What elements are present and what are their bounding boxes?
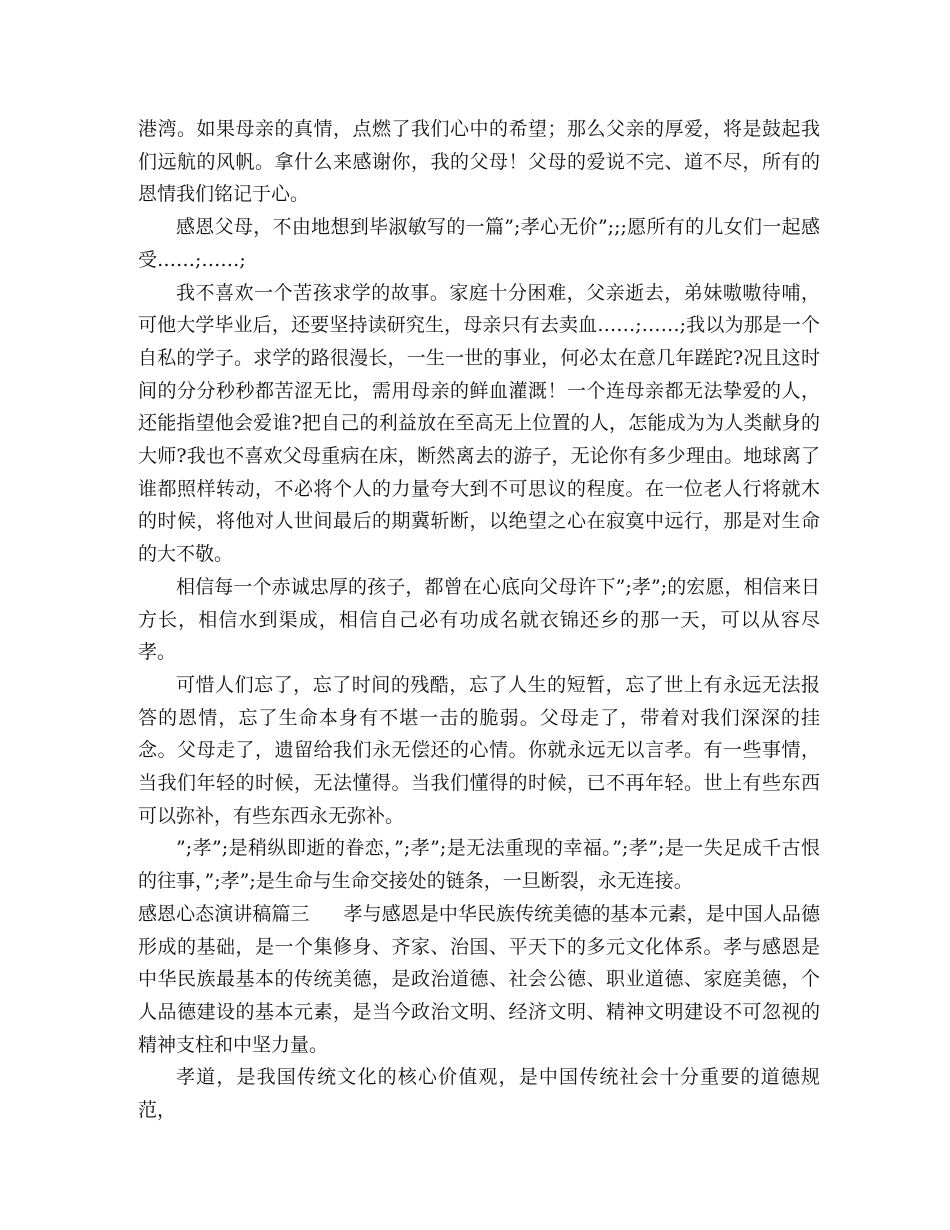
document-body: [138, 113, 820, 1127]
paragraph: 港湾。如果母亲的真情，点燃了我们心中的希望；那么父亲的厚爱，将是鼓起我们远航的风帆。拿什么来感谢你，我的父母！父母的爱说不完、道不尽，所有的恩情我们铭记于心。: [138, 118, 820, 206]
paragraph: 我不喜欢一个苦孩求学的故事。家庭十分困难，父亲逝去，弟妹嗷嗷待哺，可他大学毕业后，还要坚持读研究生，母亲只有去卖血……;……;我以为那是一个自私的学子。求学的路很漫长，一生一世的事业，何必太在意几年蹉跎?况且这时间的分分秒秒都苦涩无比，需用母亲的鲜血灌溉！一个连母亲都无法挚爱的人，还能指望他会爱谁?把自己的利益放在至高无上位置的人，怎能成为为人类献身的大师?我也不喜欢父母重病在床，断然离去的游子，无论你有多少理由。地球离了谁都照样转动，不必将个人的力量夸大到不可思议的程度。在一位老人行将就木的时候，将他对人世间最后的期冀斩断，以绝望之心在寂寞中远行，那是对生命的大不敬。: [138, 281, 820, 566]
paragraph: 相信每一个赤诚忠厚的孩子，都曾在心底向父母许下”;孝”;的宏愿，相信来日方长，相信水到渠成，相信自己必有功成名就衣锦还乡的那一天，可以从容尽孝。: [138, 575, 820, 664]
paragraph-with-heading: [138, 898, 820, 1062]
paragraph: 孝道，是我国传统文化的核心价值观，是中国传统社会十分重要的道德规范，: [138, 1066, 820, 1122]
paragraph-text: 孝与感恩是中华民族传统美德的基本元素，是中国人品德形成的基础，是一个集修身、齐家、治国、平天下的多元文化体系。孝与感恩是中华民族最基本的传统美德，是政治道德、社会公德、职业道德、家庭美德，个人品德建设的基本元素，是当今政治文明、经济文明、精神文明建设不可忽视的精神支柱和中坚力量。: [138, 902, 820, 1056]
section-heading: 感恩心态演讲稿篇三: [138, 902, 310, 925]
paragraph: ”;孝”;是稍纵即逝的眷恋，”;孝”;是无法重现的幸福。”;孝”;是一失足成千古恨的往事，”;孝”;是生命与生命交接处的链条，一旦断裂，永无连接。: [138, 837, 820, 893]
paragraph: 感恩父母，不由地想到毕淑敏写的一篇”;孝心无价”;;;愿所有的儿女们一起感受……;……;: [138, 216, 820, 271]
paragraph: 可惜人们忘了，忘了时间的残酷，忘了人生的短暂，忘了世上有永远无法报答的恩情，忘了生命本身有不堪一击的脆弱。父母走了，带着对我们深深的挂念。父母走了，遗留给我们永无偿还的心情。你就永远无以言孝。有一些事情，当我们年轻的时候，无法懂得。当我们懂得的时候，已不再年轻。世上有些东西可以弥补，有些东西永无弥补。: [138, 673, 820, 827]
